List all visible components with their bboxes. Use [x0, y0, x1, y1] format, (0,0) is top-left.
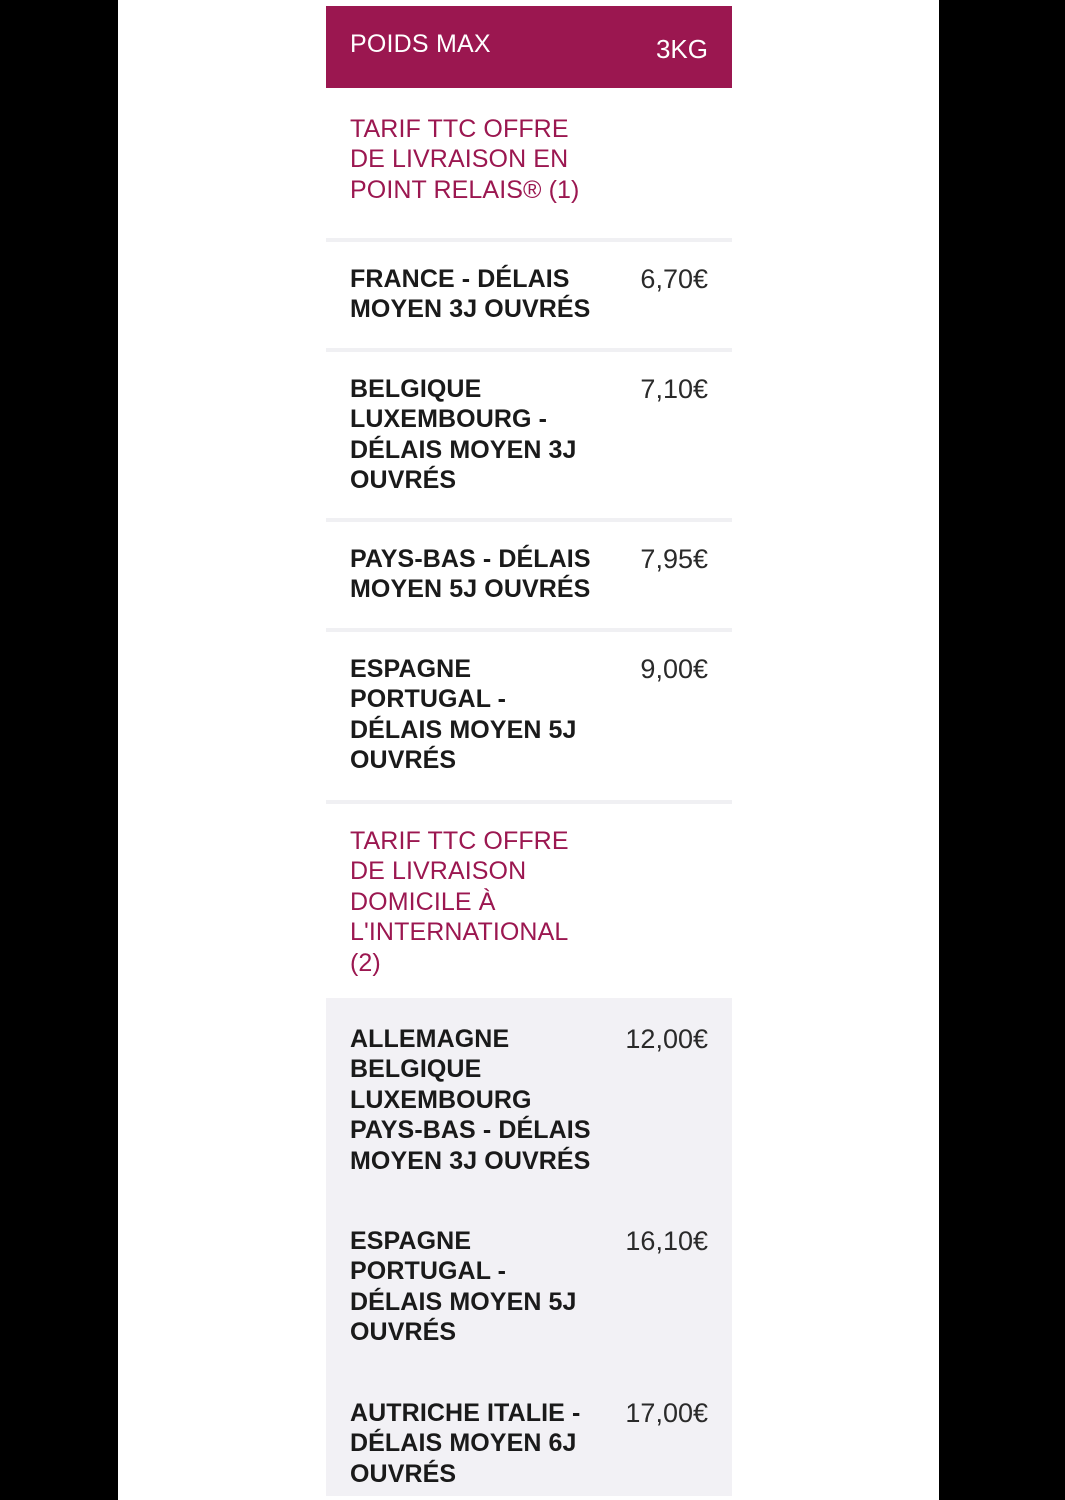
rate-label: PAYS-BAS - DÉLAIS MOYEN 5J OUVRÉS: [350, 545, 591, 604]
rate-price: 12,00€: [625, 1024, 708, 1054]
page: [118, 0, 939, 1500]
table-row: [326, 628, 732, 800]
weight-max-label: POIDS MAX: [350, 30, 491, 58]
section-heading-relay: [326, 88, 732, 238]
rate-label: ESPAGNE PORTUGAL - DÉLAIS MOYEN 5J OUVRÉS: [350, 1227, 577, 1347]
rate-price: 7,95€: [640, 544, 708, 574]
rate-price: 16,10€: [625, 1226, 708, 1256]
table-row: [326, 238, 732, 348]
weight-max-value: 3KG: [655, 34, 708, 64]
section-heading-label: TARIF TTC OFFRE DE LIVRAISON EN POINT RELAIS® (1): [350, 115, 580, 204]
rate-price: 6,70€: [640, 264, 708, 294]
shipping-rates-table: [326, 6, 732, 1496]
table-header: [326, 6, 732, 88]
rate-price: 7,10€: [640, 374, 708, 404]
rate-label: AUTRICHE ITALIE - DÉLAIS MOYEN 6J OUVRÉS: [350, 1399, 581, 1488]
rate-label: ESPAGNE PORTUGAL - DÉLAIS MOYEN 5J OUVRÉS: [350, 655, 577, 775]
table-row: [326, 998, 732, 1200]
section-heading-label: TARIF TTC OFFRE DE LIVRAISON DOMICILE À L'INTERNATIONAL (2): [350, 827, 569, 977]
section-heading-home-international: [326, 800, 732, 998]
rate-price: 17,00€: [625, 1398, 708, 1428]
rate-label: FRANCE - DÉLAIS MOYEN 3J OUVRÉS: [350, 265, 591, 324]
table-row: [326, 1200, 732, 1372]
table-row: [326, 518, 732, 628]
rate-price: 9,00€: [640, 654, 708, 684]
rate-label: ALLEMAGNE BELGIQUE LUXEMBOURG PAYS-BAS - DÉLAIS MOYEN 3J OUVRÉS: [350, 1025, 591, 1175]
table-row: [326, 348, 732, 518]
rate-label: BELGIQUE LUXEMBOURG - DÉLAIS MOYEN 3J OUVRÉS: [350, 375, 577, 495]
table-row: [326, 1372, 732, 1496]
